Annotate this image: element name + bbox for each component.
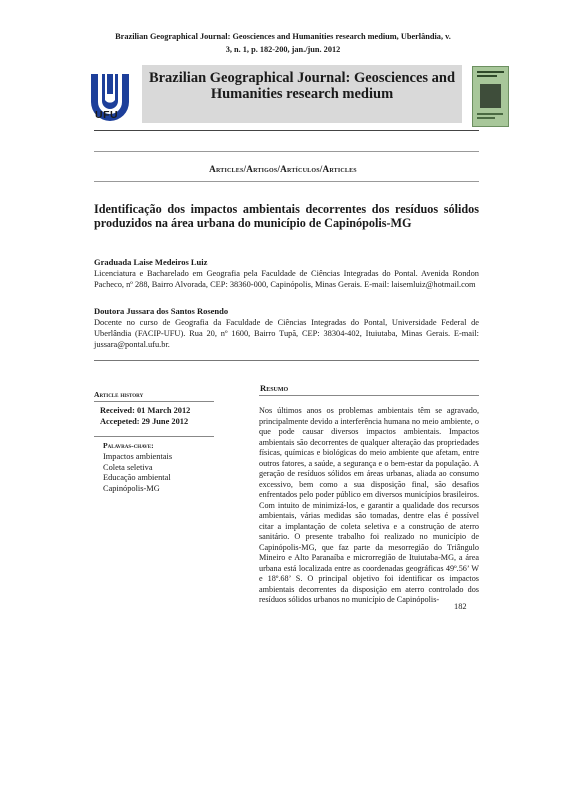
keyword-item: Impactos ambientais bbox=[103, 452, 173, 461]
keywords-rule bbox=[94, 436, 214, 437]
article-history-dates bbox=[100, 405, 190, 427]
citation-line-2: 3, n. 1, p. 182-200, jan./jun. 2012 bbox=[225, 45, 341, 54]
content-rule bbox=[94, 360, 479, 361]
header-rule bbox=[94, 130, 479, 131]
section-rule-top bbox=[94, 151, 479, 152]
section-label: Articles/Artigos/Artículos/Articles bbox=[209, 164, 357, 174]
author-name-2: Doutora Jussara dos Santos Rosendo bbox=[94, 306, 229, 316]
journal-citation bbox=[0, 30, 566, 56]
keyword-item: Capinópolis-MG bbox=[103, 483, 160, 493]
resumo-heading: Resumo bbox=[260, 383, 289, 393]
section-rule-bottom bbox=[94, 181, 479, 182]
page-number: 182 bbox=[454, 602, 467, 611]
author-affiliation-2: Docente no curso de Geografia da Faculdade de Ciências Integradas do Pontal, Universidade Federal de Uberlândia (FACIP-UFU). Rua 20, nº 1600, Bairro Tupã, CEP: 38304-402, Ituiutaba, Minas Gerais. E-mail: jussara@pontal.ufu.br. bbox=[94, 318, 479, 350]
history-rule bbox=[94, 401, 214, 402]
keywords-heading: Palavras-chave: bbox=[103, 441, 154, 450]
keyword-item: Educação ambiental bbox=[103, 473, 171, 483]
keywords-list bbox=[103, 452, 172, 494]
resumo-text: Nos últimos anos os problemas ambientais têm se agravado, principalmente devido a interferência humana no meio ambiente, o que pode causar diversos impactos ambientais. Impactos ambientais são decorrentes de qualquer alteração das propriedades físicas, químicas e biológicas do meio ambiente que afetam, entre outros fatores, a saúde, a segurança e o bem-estar da população. A geração de resíduos sólidos em áreas urbanas, aliada ao consumo excessivo, bem como a sua disposição final, são desafios enfrentados pelo poder público em diversos municípios brasileiros. Com intuito de minimizá-los, e garantir a qualidade dos recursos ambientais, várias medidas são tomadas, dentre elas é possível citar a implantação de coleta seletiva e a construção de aterro sanitário. O presente trabalho foi realizado no município de Capinópolis-MG, que faz parte da mesorregião do Triângulo Mineiro e Alto Paranaíba e microrregião de Ituiutaba-MG, a área urbana está localizada entre as coordenadas geográficas 49º.56’ W e 18º.68’ S. O principal objetivo foi identificar os impactos ambientais decorrentes da disposição em aterro controlado dos resíduos sólidos urbanos no município de Capinópolis- bbox=[259, 406, 479, 604]
keyword-item: Coleta seletiva bbox=[103, 462, 153, 472]
journal-title: Brazilian Geographical Journal: Geosciences and Humanities research medium bbox=[148, 70, 456, 102]
logo-text: UFU bbox=[95, 109, 119, 121]
author-affiliation-1: Licenciatura e Bacharelado em Geografia pela Faculdade de Ciências Integradas do Pontal. Avenida Rondon Pacheco, nº 288, Bairro Alvorada, CEP: 38360-000, Capinópolis, Minas Gerais. E-mail: laisemluiz@hotmail.com bbox=[94, 269, 479, 290]
resumo-rule bbox=[259, 395, 479, 396]
author-name-1: Graduada Laise Medeiros Luiz bbox=[94, 257, 208, 267]
citation-line-1: Brazilian Geographical Journal: Geosciences and Humanities research medium, Uberlândia, v. bbox=[115, 32, 451, 41]
article-history-heading: Article history bbox=[94, 390, 144, 399]
journal-cover-image bbox=[472, 66, 509, 127]
article-title: Identificação dos impactos ambientais decorrentes dos resíduos sólidos produzidos na área urbana do município de Capinópolis-MG bbox=[94, 202, 479, 230]
accepted-date: Accepeted: 29 June 2012 bbox=[100, 417, 189, 426]
received-date: Received: 01 March 2012 bbox=[100, 406, 191, 415]
